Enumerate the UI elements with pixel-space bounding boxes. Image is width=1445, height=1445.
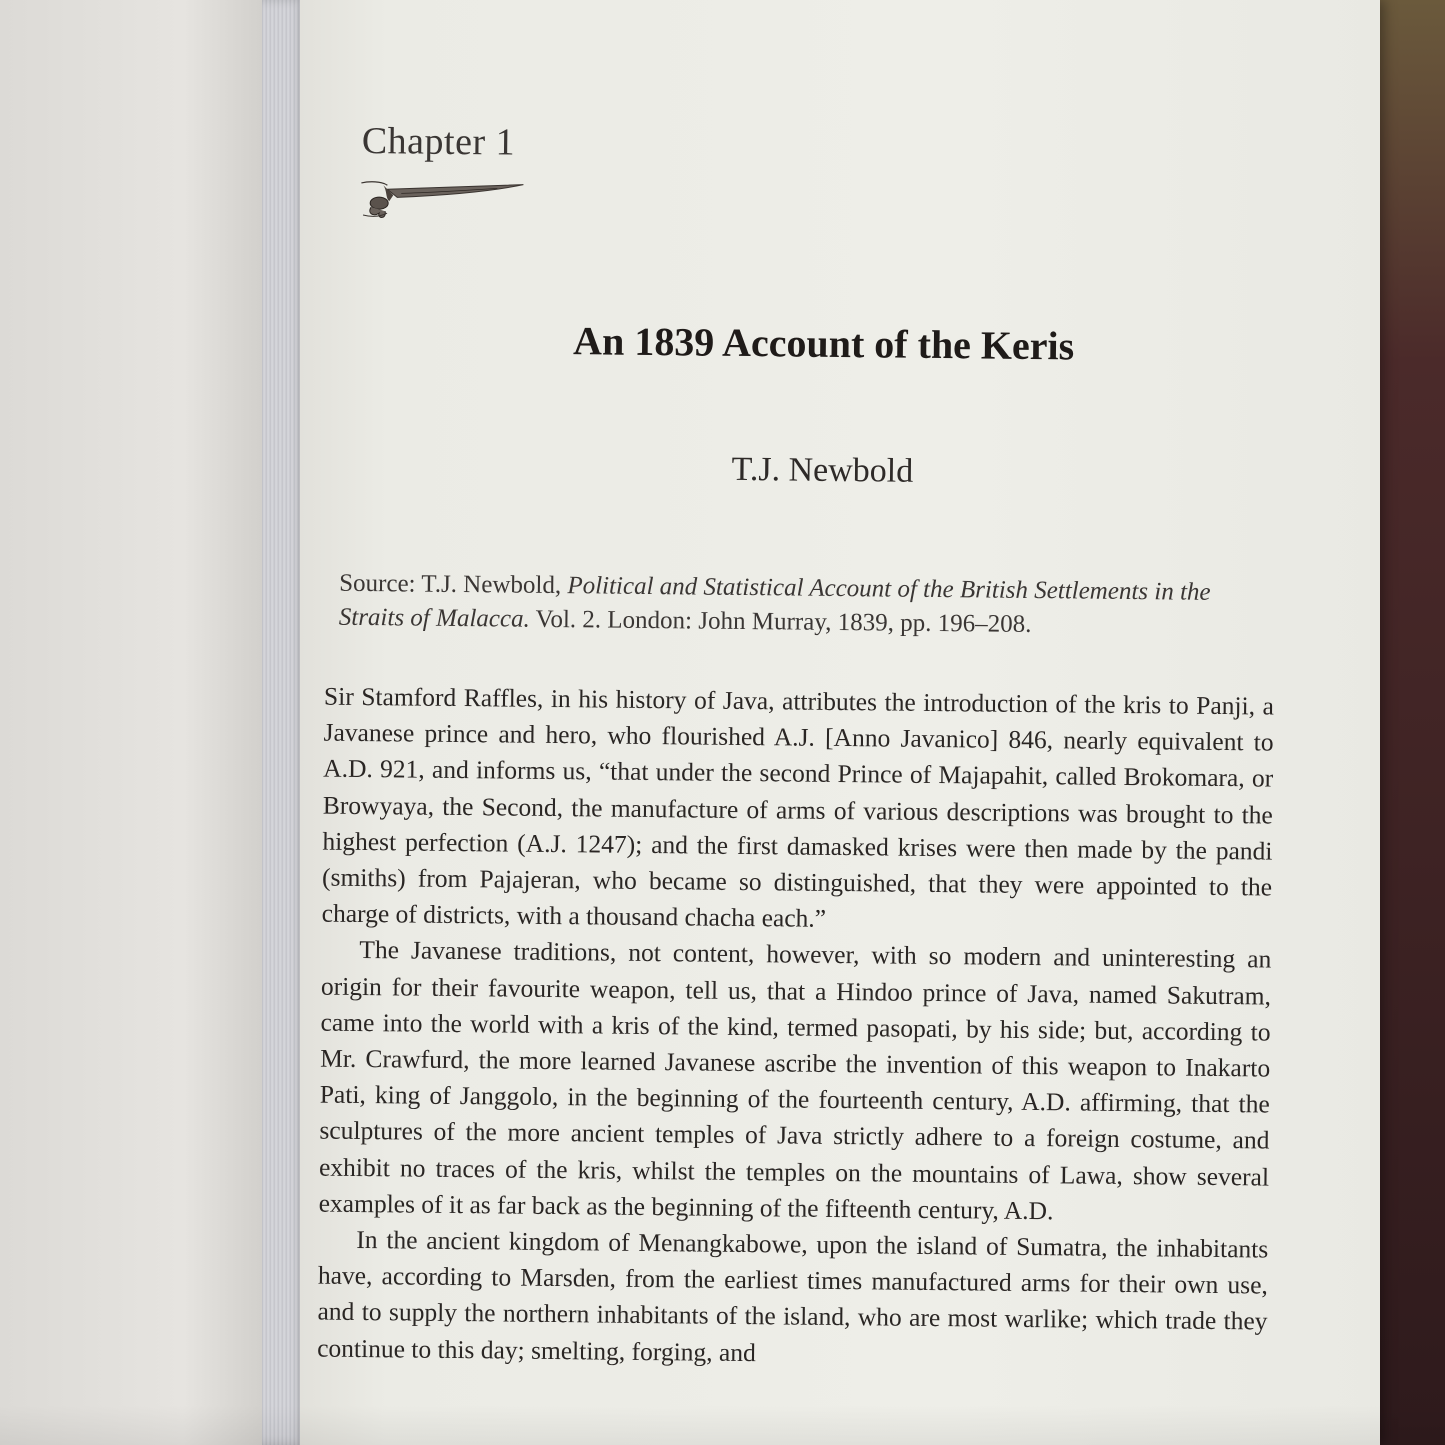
left-page: [0, 0, 262, 1445]
source-details: Vol. 2. London: John Murray, 1839, pp. 196–208.: [529, 605, 1032, 638]
body-text: [317, 679, 1274, 1377]
keris-dagger-icon: [357, 173, 526, 225]
source-prefix: Source: T.J. Newbold,: [339, 569, 568, 600]
chapter-label: Chapter 1: [361, 119, 516, 164]
author-name: T.J. Newbold: [731, 450, 914, 490]
paragraph: Sir Stamford Raffles, in his history of Java, attributes the introduction of the kris to Panji, a Javanese prince and hero, who flourished A.J. [Anno Javanico] 846, nearly equivalent to A.D. 921, and informs us, “that under the second Prince of Majapahit, called Brokomara, or Browyaya, the Second, the manufacture of arms of various descriptions was brought to the highest perfection (A.J. 1247); and the first damasked krises were then made by the pandi (smiths) from Pajajeran, who became so distinguished, that they were appointed to the charge of districts, with a thousand chacha each.”: [321, 681, 1275, 934]
right-page: [300, 0, 1380, 1445]
chapter-title: An 1839 Account of the Keris: [572, 318, 1075, 369]
source-citation: [339, 567, 1270, 645]
page-content: [292, 0, 1387, 1445]
paragraph: The Javanese traditions, not content, however, with so modern and uninteresting an origin for their favourite weapon, tell us, that a Hindoo prince of Java, named Sakutram, came into the world with a kris of the kind, termed pasopati, by his side; but, according to Mr. Crawfurd, the more learned Javanese ascribe the invention of this weapon to Inakarto Pati, king of Janggolo, in the beginning of the fourteenth century, A.D. affirming, that the sculptures of the more ancient temples of Java strictly adhere to a foreign costume, and exhibit no traces of the kris, whilst the temples on the mountains of Lawa, show several examples of it as far back as the beginning of the fifteenth century, A.D.: [318, 935, 1272, 1226]
source-work-title: Political and Statistical Account of the British Settlements in the Straits of Malacca.: [338, 572, 1211, 633]
paragraph: In the ancient kingdom of Menangkabowe, upon the island of Sumatra, the inhabitants have, according to Marsden, from the earliest times manufactured arms for their own use, and to supply the northern inhabitants of the island, who are most warlike; which trade they continue to this day; smelting, forging, and: [317, 1225, 1269, 1367]
